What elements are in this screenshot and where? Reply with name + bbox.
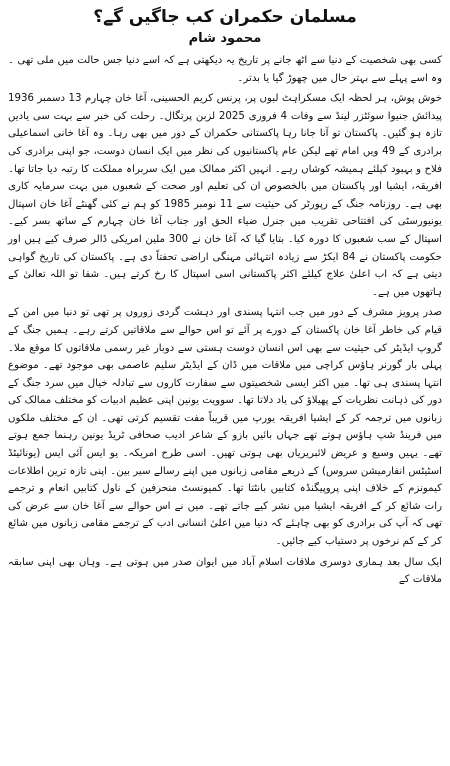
article-paragraph-intro: کسی بھی شخصیت کے دنیا سے اٹھ جانے پر تاریخ یہ دیکھتی ہے کہ اسے دنیا جس حالت میں ملی تھی ۔ وہ اسے پہلے سے بہتر حال میں چھوڑ گیا یا بدتر۔ <box>8 55 442 84</box>
article-paragraph-musharraf-era: صدر پرویز مشرف کے دور میں جب انتہا پسندی اور دہشت گردی زوروں پر تھی تو دنیا میں امن کے قیام کی خاطر آغا خان پاکستان کے دورے پر آئے تو اس حوالے سے ملاقاتیں کرتے رہے۔ ہمیں جنگ کے گروپ ایڈیٹر کی حیثیت سے بھی اس انسان دوست ہستی سے دوبار غیر رسمی ملاقاتوں کا موقع ملا۔ پہلی بار گورنر ہاؤس کراچی میں ملاقات میں ڈان کے ایڈیٹر سلیم عاصمی بھی موجود تھے۔ موضوع انتہا پسندی ہی تھا۔ میں اکثر ایسی شخصیتوں سے سفارت کاروں سے تبادلہ خیال میں سرد جنگ کے دور کی ذہانت نظریات کے پھیلاؤ کی یاد دلاتا تھا۔ سوویت یونین اپنی عظیم ادبیات کو مختلف ممالک کی زبانوں میں ترجمہ کر کے ایشیا افریقہ یورپ میں قریباً مفت تقسیم کرتی تھی۔ ان کے مختلف ملکوں میں فرینڈ شپ ہاؤس ہوتے تھے جہاں بائیں بازو کے شاعر ادیب صحافی ٹریڈ یونین رہنما جمع ہوتے تھے۔ یہیں وسیع و عریض لائبریریاں بھی ہوتی تھیں۔ اسی طرح امریکہ۔ یو ایس آئی ایس (یونائیٹڈ اسٹیٹس انفارمیشن سروس) کے ذریعے مقامی زبانوں میں اپنے رسالے سیر بین۔ اپنی تازہ ترین اطلاعات کیمونزم کے خلاف اپنی پروپیگنڈہ کتابیں بانٹتا تھا۔ کمیونسٹ منحرفین کے ناول کتابیں انعام و ترجمے رات شائع کر کے افریقہ ایشیا میں نشر کیے جاتے تھے۔ میں نے اس حوالے سے آغا خان سے عرض کی تھی کہ آپ کی برادری کو بھی چاہئے کہ دنیا میں اعلیٰ انسانی ادب کے ترجمے مقامی زبانوں میں شائع کر کے کم نرخوں پر دستیاب کیے جائیں۔ <box>8 307 442 548</box>
article-paragraph-second-meeting: ایک سال بعد ہماری دوسری ملاقات اسلام آباد میں ایوان صدر میں ہوتی ہے۔ وہاں بھی اپنی سابقہ ملاقات کے <box>8 556 442 586</box>
author-byline: محمود شام <box>188 31 262 46</box>
article-headline: مسلمان حکمران کب جاگیں گے؟ <box>93 7 357 27</box>
article-paragraph-biography: خوش پوش، ہر لحظہ ایک مسکراہٹ لبوں پر، پرنس کریم الحسینی، آغا خان چہارم 13 دسمبر 1936 پیدائش جنیوا سوئٹزر لینڈ سے وفات 4 فروری 2025 لزبن پرتگال۔ رحلت کی خبر سے بہت سی یادیں تازہ ہو گئیں۔ پاکستان تو آنا جانا رہا پاکستانی حکمران کے دور میں بھی رہا۔ وہ آغا خانی اسماعیلی برادری کے 49 ویں امام تھے لیکن عام پاکستانیوں کی نظر میں ایک انسان دوست، جو اپنی برادری کی فلاح و بہبود کیلئے ہمیشہ کوشاں رہے۔ انہیں اکثر ممالک میں ایک سربراہ مملکت کا رتبہ دیا جاتا تھا۔ افریقہ، ایشیا اور پاکستان میں بالخصوص ان کی تعلیم اور صحت کے شعبوں میں بہت سرمایہ کاری بھی ہے۔ روزنامہ جنگ کے رپورٹر کی حیثیت سے 11 نومبر 1985 کو ہم نے کئی گھنٹے آغا خان اسپتال یونیورسٹی کی افتتاحی تقریب میں جنرل ضیاء الحق اور جناب آغا خان چہارم کے ساتھ بسر کیے۔ اسپتال کے سب شعبوں کا دورہ کیا۔ بتایا گیا کہ آغا خان نے 300 ملین امریکی ڈالر صرف کیے ہیں اور حکومت پاکستان نے 84 ایکڑ سے زیادہ انتہائی مہنگی اراضی تحفتاً دی ہے۔ پاکستان کی تاریخ گواہی دیتی ہے کہ اب اعلیٰ علاج کیلئے اکثر پاکستانی اسی اسپتال کا رخ کرتے ہیں۔ شفا تو اللہ تعالیٰ کے ہاتھوں میں ہے۔ <box>8 93 443 298</box>
article-body <box>8 52 442 589</box>
